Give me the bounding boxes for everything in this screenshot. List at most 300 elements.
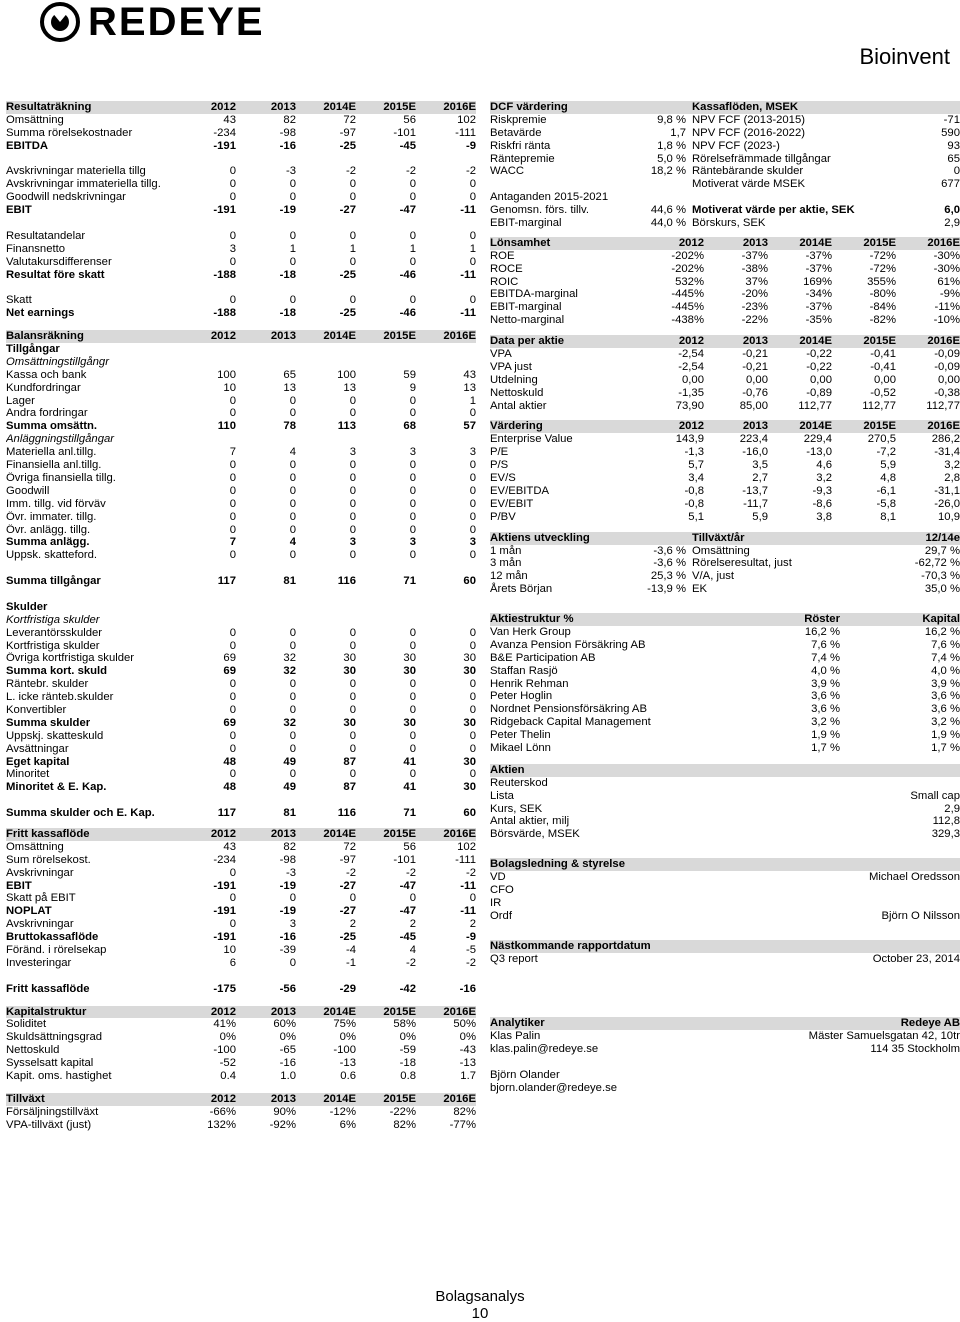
- row-label: Q3 report: [490, 952, 538, 965]
- analytiker-section: [490, 1017, 960, 1094]
- year-header: 2012: [210, 330, 236, 343]
- table-row: [490, 583, 960, 596]
- year-header: 2014E: [323, 330, 356, 343]
- aktiestruktur-section: [490, 613, 960, 755]
- blank-row: [6, 153, 476, 166]
- year-header: 2014E: [799, 420, 832, 433]
- table-row: [6, 957, 476, 970]
- row-value: -27: [339, 879, 356, 892]
- row-value: 5,1: [688, 510, 704, 523]
- left-column: [6, 101, 476, 1132]
- table-row: [6, 918, 476, 931]
- row-value: 0: [349, 229, 356, 242]
- section-gap: [490, 327, 960, 335]
- row-label: EV/EBIT: [490, 497, 534, 510]
- row-label: Materiella anl.tillg.: [6, 446, 97, 459]
- row-value: 3,5: [752, 459, 768, 472]
- table-row: [6, 768, 476, 781]
- row-label: VPA-tillväxt (just): [6, 1118, 92, 1131]
- year-header: 2013: [270, 1005, 296, 1018]
- section-title: Aktiestruktur %: [490, 613, 574, 626]
- row-value: 37%: [745, 275, 768, 288]
- table-row: [6, 485, 476, 498]
- header-spacer: [618, 101, 686, 114]
- row-label: P/S: [490, 459, 509, 472]
- row-value: -37%: [741, 249, 768, 262]
- row-value: 116: [337, 575, 356, 588]
- footer-title: Bolagsanalys: [435, 1288, 525, 1305]
- table-row: [490, 153, 960, 166]
- section-gap: [490, 841, 960, 858]
- row-value: 69: [223, 652, 236, 665]
- row-label: Andra fordringar: [6, 407, 88, 420]
- aktien-section: [490, 764, 960, 841]
- row-value: -2: [405, 866, 416, 879]
- row-value: 1: [289, 242, 296, 255]
- row-label: Avskrivningar immateriella tillg.: [6, 178, 161, 191]
- row-value: -39: [279, 944, 296, 956]
- row-value: -0,41: [870, 360, 896, 373]
- row-value: -18: [279, 268, 296, 281]
- row-value: 0: [409, 497, 416, 510]
- row-value: 69: [223, 665, 236, 678]
- year-header: 2013: [270, 330, 296, 343]
- right-section: [490, 420, 960, 523]
- row-value: 0: [289, 471, 296, 484]
- table-row: [6, 269, 476, 282]
- table-row: [490, 910, 960, 923]
- table-row: [490, 570, 960, 583]
- row-value: -0,8: [684, 484, 704, 497]
- company-name: Bioinvent: [859, 44, 950, 69]
- row-value: 0: [349, 294, 356, 307]
- table-row: [6, 1018, 476, 1031]
- row-value: -11,7: [743, 497, 768, 510]
- owner-name: B&E Participation AB: [490, 651, 596, 664]
- row-value: -13: [339, 1057, 356, 1070]
- row-value: 30: [343, 665, 356, 678]
- row-value: 30: [403, 716, 416, 729]
- row-value: 9,8 %: [657, 113, 686, 126]
- row-value: 0: [469, 407, 476, 420]
- row-value: 32: [283, 716, 296, 729]
- row-value: -11%: [934, 301, 960, 314]
- row-label-2: V/A, just: [692, 570, 735, 583]
- row-value: -11: [460, 204, 476, 217]
- row-value: 0: [469, 178, 476, 191]
- blank-row: [6, 970, 476, 983]
- row-value: -27: [339, 204, 356, 217]
- section-header: [490, 1017, 960, 1030]
- table-row: [6, 983, 476, 996]
- row-value: 0: [229, 471, 236, 484]
- owner-capital: 7,4 %: [931, 651, 960, 664]
- row-value: 0: [229, 892, 236, 905]
- row-value: -0,8: [684, 497, 704, 510]
- row-value: 0: [409, 484, 416, 497]
- section-header: [6, 330, 476, 343]
- section-gap: [490, 755, 960, 764]
- section-gap: [490, 524, 960, 532]
- section-title: Kapitalstruktur: [6, 1005, 87, 1018]
- owner-votes: 3,6 %: [811, 703, 840, 716]
- row-value: 113: [337, 420, 356, 433]
- section-header: [6, 1006, 476, 1019]
- row-value: 0: [229, 497, 236, 510]
- owner-name: Peter Thelin: [490, 729, 551, 742]
- year-header: 2013: [270, 827, 296, 840]
- row-value: 3,4: [688, 472, 704, 485]
- row-value: 116: [337, 807, 356, 820]
- table-row: [490, 314, 960, 327]
- row-value: -4: [345, 944, 356, 956]
- row-value: 50%: [453, 1018, 476, 1031]
- year-header: 2012: [678, 335, 704, 348]
- right-section: [490, 237, 960, 327]
- row-label: Ordf: [490, 909, 512, 922]
- row-value: 2: [469, 918, 476, 931]
- section-header: [490, 101, 960, 114]
- row-value: -0,21: [742, 360, 768, 373]
- row-value: -9: [465, 931, 476, 944]
- year-header: 2015E: [863, 335, 896, 348]
- row-value: 0,00: [810, 373, 832, 386]
- row-value: -84%: [869, 301, 896, 314]
- rapport-section: [490, 940, 960, 966]
- row-value: 3: [469, 446, 476, 459]
- table-row: [490, 953, 960, 966]
- row-value: -3,6 %: [653, 557, 686, 570]
- row-value: -26,0: [934, 497, 960, 510]
- row-label: Tillgångar: [6, 343, 60, 356]
- row-label: EBIT: [6, 204, 32, 217]
- table-row: [6, 1057, 476, 1070]
- row-label: VD: [490, 871, 506, 884]
- year-header: 2014E: [799, 335, 832, 348]
- row-label: Resultat före skatt: [6, 268, 105, 281]
- row-value: -37%: [805, 249, 832, 262]
- row-value: 3,2: [944, 459, 960, 472]
- row-value: 229,4: [803, 433, 832, 446]
- row-label: Skatt på EBIT: [6, 892, 76, 905]
- table-row: [6, 165, 476, 178]
- row-value: 0: [409, 407, 416, 420]
- row-value: 69: [223, 716, 236, 729]
- table-row: [6, 191, 476, 204]
- row-value: 13: [343, 381, 356, 394]
- row-value: 56: [403, 840, 416, 853]
- row-value: Björn O Nilsson: [881, 909, 960, 922]
- row-value: 0: [229, 549, 236, 562]
- row-value: 72: [343, 113, 356, 126]
- owner-capital: 3,9 %: [931, 677, 960, 690]
- table-row: [6, 256, 476, 269]
- table-row: [6, 665, 476, 678]
- row-value: 2,9: [944, 802, 960, 815]
- row-label: Bruttokassaflöde: [6, 931, 99, 944]
- row-value: -27: [339, 905, 356, 918]
- row-value: 0: [469, 729, 476, 742]
- row-value: 0: [469, 703, 476, 716]
- table-row: [490, 250, 960, 263]
- row-value: -2: [345, 866, 356, 879]
- table-row: [490, 204, 960, 217]
- row-label: Avsättningar: [6, 742, 69, 755]
- row-value: -46: [399, 268, 416, 281]
- table-row: [490, 165, 960, 178]
- row-value: 1: [469, 242, 476, 255]
- row-value: 3: [469, 536, 476, 549]
- row-value: 0: [289, 639, 296, 652]
- row-value-2: -70,3 %: [921, 570, 960, 583]
- left-section: [6, 1093, 476, 1132]
- row-label: Räntepremie: [490, 152, 555, 165]
- row-value: 6%: [339, 1118, 356, 1131]
- row-label: NOPLAT: [6, 905, 52, 918]
- year-header: 2013: [270, 101, 296, 113]
- table-row: [6, 459, 476, 472]
- table-row: [6, 127, 476, 140]
- row-value: 0: [229, 691, 236, 704]
- row-label: Summa kort. skuld: [6, 665, 108, 678]
- table-row: [6, 230, 476, 243]
- row-label: Kurs, SEK: [490, 802, 543, 815]
- row-label: Omsättningstillgångr: [6, 355, 109, 368]
- row-value: -77%: [449, 1118, 476, 1131]
- row-value: -191: [213, 139, 236, 152]
- row-value: -19: [279, 905, 296, 918]
- row-value: 0: [409, 549, 416, 562]
- row-value: -43: [459, 1044, 476, 1057]
- row-label: [490, 178, 618, 191]
- row-label: Övr. anlägg. tillg.: [6, 523, 91, 536]
- table-row: [6, 1031, 476, 1044]
- table-row: [490, 828, 960, 841]
- table-row: [490, 459, 960, 472]
- row-value: 60%: [273, 1018, 296, 1031]
- row-value: 0: [409, 191, 416, 204]
- table-row: [6, 549, 476, 562]
- table-row: [6, 433, 476, 446]
- section-title: Fritt kassaflöde: [6, 827, 90, 840]
- year-header: 2016E: [443, 1092, 476, 1105]
- section-title-3: 12/14e: [925, 531, 960, 544]
- row-value: -191: [213, 879, 236, 892]
- table-row: [6, 854, 476, 867]
- row-value: 0: [229, 918, 236, 931]
- row-value: 7: [229, 536, 236, 549]
- row-value-2: 65: [947, 152, 960, 165]
- row-value: -38%: [741, 262, 768, 275]
- row-label-2: Räntebärande skulder: [692, 165, 804, 178]
- row-value: 10: [223, 381, 236, 394]
- row-value-2: 93: [947, 139, 960, 152]
- row-value: 30: [463, 781, 476, 794]
- row-value: -18: [399, 1057, 416, 1070]
- year-header: 2012: [678, 236, 704, 249]
- row-value: 0: [469, 484, 476, 497]
- row-value: 2,7: [752, 472, 768, 485]
- row-value: -98: [279, 126, 296, 139]
- year-header: 2015E: [383, 1092, 416, 1105]
- row-value: -188: [213, 307, 236, 320]
- row-value: 270,5: [867, 433, 896, 446]
- row-value: -22%: [741, 314, 768, 327]
- table-row: [490, 472, 960, 485]
- row-value: 0,00: [746, 373, 768, 386]
- row-label: Goodwill: [6, 484, 50, 497]
- row-value: 3,2: [816, 472, 832, 485]
- owner-name: Staffan Rasjö: [490, 664, 558, 677]
- row-label-2: NPV FCF (2016-2022): [692, 126, 806, 139]
- row-label: Omsättning: [6, 840, 64, 853]
- blank-row: [6, 794, 476, 807]
- row-value: -25: [339, 139, 356, 152]
- row-label: Genomsn. förs. tillv.: [490, 204, 589, 217]
- table-row: [490, 665, 960, 678]
- row-value: 0: [469, 255, 476, 268]
- table-row: [6, 395, 476, 408]
- row-value: 0: [469, 191, 476, 204]
- table-row: [6, 524, 476, 537]
- row-value: 0.8: [400, 1070, 416, 1083]
- row-value: 0: [409, 510, 416, 523]
- table-row: [490, 1069, 960, 1082]
- table-row: [490, 387, 960, 400]
- section-title-2: Tillväxt/år: [692, 531, 745, 544]
- row-value: -2: [405, 165, 416, 178]
- row-label: ROIC: [490, 275, 519, 288]
- row-value: -97: [339, 853, 356, 866]
- row-value: 72: [343, 840, 356, 853]
- table-row: [6, 627, 476, 640]
- row-value: -18: [279, 307, 296, 320]
- row-value: [618, 191, 686, 204]
- row-value: 6: [229, 956, 236, 969]
- row-value: 0%: [279, 1031, 296, 1044]
- year-header: 2015E: [863, 420, 896, 433]
- row-value: -16: [459, 982, 476, 995]
- row-value: 30: [343, 716, 356, 729]
- row-value: 82: [283, 113, 296, 126]
- row-value: -11: [460, 268, 476, 281]
- row-label: Netto-marginal: [490, 314, 565, 327]
- row-value: -30%: [933, 249, 960, 262]
- row-value: 0: [409, 229, 416, 242]
- table-row: [6, 756, 476, 769]
- row-value: 0: [349, 191, 356, 204]
- footer: [0, 1288, 960, 1322]
- row-value: 60: [463, 807, 476, 820]
- row-label: Riskfri ränta: [490, 139, 551, 152]
- year-header: 2014E: [323, 101, 356, 113]
- row-value: -9,3: [812, 484, 832, 497]
- row-label: VPA just: [490, 360, 532, 373]
- row-value-2: -62,72 %: [914, 557, 960, 570]
- table-row: [490, 803, 960, 816]
- row-label: Summa skulder och E. Kap.: [6, 807, 155, 820]
- row-label: Soliditet: [6, 1018, 47, 1031]
- row-value: -100: [333, 1044, 356, 1057]
- row-label: Omsättning: [6, 113, 64, 126]
- row-value: -47: [399, 204, 416, 217]
- row-value: 43: [463, 368, 476, 381]
- row-value: October 23, 2014: [872, 952, 960, 965]
- row-label: Summa anlägg.: [6, 536, 90, 549]
- row-value: -0,09: [934, 360, 960, 373]
- row-value: 0: [289, 484, 296, 497]
- header-spacer: [867, 101, 960, 114]
- row-label: Finansiella anl.tillg.: [6, 459, 102, 472]
- row-value: 0: [229, 484, 236, 497]
- row-value: -92%: [269, 1118, 296, 1131]
- row-label-2: Motiverat värde per aktie, SEK: [692, 204, 855, 217]
- row-label: Sum rörelsekost.: [6, 853, 91, 866]
- row-value: 43: [223, 840, 236, 853]
- row-label: Årets Början: [490, 583, 553, 596]
- row-value: -82%: [869, 314, 896, 327]
- row-value: 0: [349, 703, 356, 716]
- table-row: [6, 905, 476, 918]
- table-row: [6, 178, 476, 191]
- row-value: 1: [469, 394, 476, 407]
- table-row: [6, 704, 476, 717]
- row-value: 0: [469, 892, 476, 905]
- year-header: 2013: [270, 1092, 296, 1105]
- row-label: Sysselsatt kapital: [6, 1057, 94, 1070]
- row-value: -1: [345, 956, 356, 969]
- table-row: [6, 243, 476, 256]
- row-label: Skatt: [6, 294, 32, 307]
- row-value: 41: [403, 781, 416, 794]
- row-label-2: Rörelsefrämmade tillgångar: [692, 152, 831, 165]
- row-value: 73,90: [675, 399, 704, 412]
- row-value: -188: [213, 268, 236, 281]
- owner-votes: 4,0 %: [811, 664, 840, 677]
- row-value: 81: [283, 575, 296, 588]
- row-value: -2: [405, 956, 416, 969]
- row-value: 329,3: [931, 828, 960, 841]
- row-value: -2,54: [678, 360, 704, 373]
- row-value: 0: [469, 510, 476, 523]
- row-value: 0: [469, 229, 476, 242]
- row-value: 0: [469, 471, 476, 484]
- row-value: 8,1: [880, 510, 896, 523]
- row-value: 112,77: [798, 399, 832, 412]
- row-value: -9%: [939, 288, 960, 301]
- table-row: [6, 307, 476, 320]
- year-header: 2012: [210, 101, 236, 113]
- row-value: 0: [229, 407, 236, 420]
- row-value: 0: [289, 229, 296, 242]
- table-row: [6, 140, 476, 153]
- section-gap: [6, 1083, 476, 1093]
- row-label: P/BV: [490, 510, 516, 523]
- row-value: -47: [399, 879, 416, 892]
- section-gap: [490, 412, 960, 420]
- row-value: -438%: [671, 314, 704, 327]
- row-value: 82%: [393, 1118, 416, 1131]
- row-value: 0: [349, 523, 356, 536]
- row-value: -42: [399, 982, 416, 995]
- row-value-2: -71: [943, 113, 960, 126]
- row-value: 112,8: [932, 815, 960, 828]
- row-label: Lager: [6, 394, 35, 407]
- row-value: 0.6: [340, 1070, 356, 1083]
- row-value: 0: [229, 178, 236, 191]
- table-row: [6, 691, 476, 704]
- row-value: 82%: [453, 1105, 476, 1118]
